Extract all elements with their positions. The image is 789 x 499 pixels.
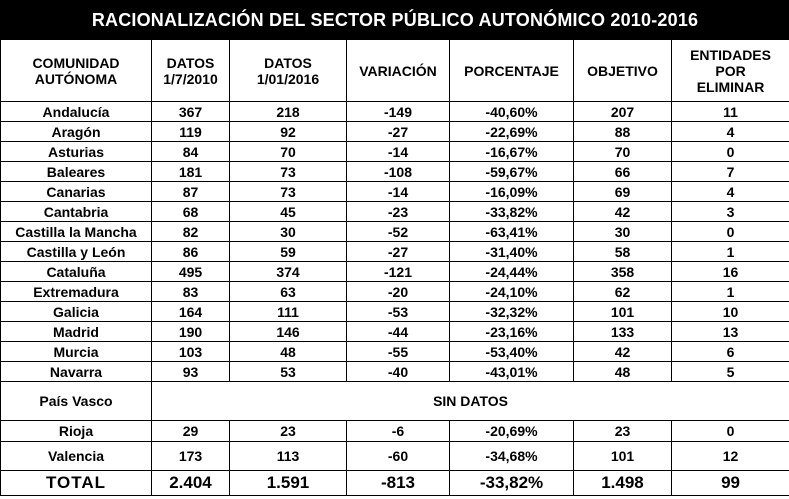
table-row <box>1 122 789 142</box>
cell-variacion: -149 <box>347 102 450 122</box>
table-row <box>1 282 789 302</box>
cell-objetivo: 101 <box>574 302 672 322</box>
cell-objetivo: 1.498 <box>574 471 672 496</box>
cell-datos-2016: 30 <box>230 222 347 242</box>
cell-name: Asturias <box>1 142 152 162</box>
header-variacion: VARIACIÓN <box>347 40 450 102</box>
cell-datos-2016: 146 <box>230 322 347 342</box>
cell-datos-2016: 23 <box>230 421 347 442</box>
cell-variacion: -27 <box>347 122 450 142</box>
cell-objetivo: 101 <box>574 442 672 471</box>
cell-datos-2016: 45 <box>230 202 347 222</box>
cell-porcentaje: -16,67% <box>450 142 574 162</box>
cell-datos-2016: 53 <box>230 362 347 382</box>
cell-objetivo: 42 <box>574 342 672 362</box>
cell-datos-2016: 113 <box>230 442 347 471</box>
table-title: RACIONALIZACIÓN DEL SECTOR PÚBLICO AUTONÓMICO 2010-2016 <box>1 1 789 40</box>
cell-objetivo: 133 <box>574 322 672 342</box>
cell-variacion: -14 <box>347 142 450 162</box>
cell-entidades: 1 <box>672 242 789 262</box>
cell-datos-2016: 73 <box>230 162 347 182</box>
cell-datos-2010: 181 <box>152 162 230 182</box>
cell-variacion: -14 <box>347 182 450 202</box>
cell-name: Galicia <box>1 302 152 322</box>
cell-variacion: -44 <box>347 322 450 342</box>
cell-datos-2010: 190 <box>152 322 230 342</box>
table-row <box>1 342 789 362</box>
cell-name: Baleares <box>1 162 152 182</box>
cell-name: Cantabria <box>1 202 152 222</box>
cell-variacion: -23 <box>347 202 450 222</box>
cell-entidades: 3 <box>672 202 789 222</box>
cell-entidades: 0 <box>672 421 789 442</box>
cell-datos-2016: 48 <box>230 342 347 362</box>
table-row-total <box>1 471 789 496</box>
cell-no-data: SIN DATOS <box>152 382 789 421</box>
cell-objetivo: 66 <box>574 162 672 182</box>
cell-porcentaje: -59,67% <box>450 162 574 182</box>
cell-objetivo: 69 <box>574 182 672 202</box>
cell-datos-2016: 374 <box>230 262 347 282</box>
cell-name: Canarias <box>1 182 152 202</box>
header-datos-2010: DATOS 1/7/2010 <box>152 40 230 102</box>
cell-variacion: -108 <box>347 162 450 182</box>
cell-name: Castilla la Mancha <box>1 222 152 242</box>
table-row <box>1 162 789 182</box>
cell-porcentaje: -16,09% <box>450 182 574 202</box>
cell-porcentaje: -20,69% <box>450 421 574 442</box>
cell-variacion: -53 <box>347 302 450 322</box>
cell-objetivo: 88 <box>574 122 672 142</box>
cell-objetivo: 58 <box>574 242 672 262</box>
table-row-pais-vasco <box>1 382 789 421</box>
cell-name: Madrid <box>1 322 152 342</box>
header-objetivo: OBJETIVO <box>574 40 672 102</box>
cell-variacion: -55 <box>347 342 450 362</box>
cell-porcentaje: -24,10% <box>450 282 574 302</box>
cell-objetivo: 42 <box>574 202 672 222</box>
cell-variacion: -60 <box>347 442 450 471</box>
table-row <box>1 142 789 162</box>
cell-datos-2016: 63 <box>230 282 347 302</box>
cell-name: Murcia <box>1 342 152 362</box>
cell-name: Aragón <box>1 122 152 142</box>
cell-datos-2016: 111 <box>230 302 347 322</box>
table-row <box>1 262 789 282</box>
cell-datos-2010: 68 <box>152 202 230 222</box>
cell-porcentaje: -34,68% <box>450 442 574 471</box>
cell-entidades: 11 <box>672 102 789 122</box>
cell-datos-2016: 92 <box>230 122 347 142</box>
header-datos-2016: DATOS 1/01/2016 <box>230 40 347 102</box>
cell-name: Cataluña <box>1 262 152 282</box>
cell-porcentaje: -33,82% <box>450 471 574 496</box>
header-entidades: ENTIDADES POR ELIMINAR <box>672 40 789 102</box>
cell-datos-2010: 84 <box>152 142 230 162</box>
cell-entidades: 12 <box>672 442 789 471</box>
cell-objetivo: 62 <box>574 282 672 302</box>
cell-datos-2010: 495 <box>152 262 230 282</box>
cell-entidades: 7 <box>672 162 789 182</box>
cell-name: TOTAL <box>1 471 152 496</box>
table-row <box>1 102 789 122</box>
cell-datos-2010: 87 <box>152 182 230 202</box>
cell-entidades: 4 <box>672 122 789 142</box>
cell-datos-2010: 164 <box>152 302 230 322</box>
table-row <box>1 202 789 222</box>
cell-datos-2010: 173 <box>152 442 230 471</box>
cell-entidades: 0 <box>672 222 789 242</box>
cell-name: Extremadura <box>1 282 152 302</box>
cell-name: Rioja <box>1 421 152 442</box>
cell-porcentaje: -53,40% <box>450 342 574 362</box>
cell-entidades: 99 <box>672 471 789 496</box>
header-row <box>1 40 789 102</box>
cell-porcentaje: -33,82% <box>450 202 574 222</box>
cell-variacion: -121 <box>347 262 450 282</box>
cell-datos-2010: 93 <box>152 362 230 382</box>
cell-variacion: -27 <box>347 242 450 262</box>
table-row <box>1 222 789 242</box>
cell-datos-2016: 59 <box>230 242 347 262</box>
cell-objetivo: 70 <box>574 142 672 162</box>
cell-datos-2016: 73 <box>230 182 347 202</box>
cell-entidades: 4 <box>672 182 789 202</box>
cell-variacion: -40 <box>347 362 450 382</box>
cell-datos-2010: 119 <box>152 122 230 142</box>
cell-name: Valencia <box>1 442 152 471</box>
cell-name: Andalucía <box>1 102 152 122</box>
cell-datos-2010: 103 <box>152 342 230 362</box>
cell-porcentaje: -32,32% <box>450 302 574 322</box>
cell-porcentaje: -24,44% <box>450 262 574 282</box>
table-row <box>1 322 789 342</box>
cell-name: Castilla y León <box>1 242 152 262</box>
cell-datos-2010: 86 <box>152 242 230 262</box>
cell-objetivo: 48 <box>574 362 672 382</box>
cell-entidades: 13 <box>672 322 789 342</box>
cell-porcentaje: -31,40% <box>450 242 574 262</box>
cell-objetivo: 207 <box>574 102 672 122</box>
cell-porcentaje: -22,69% <box>450 122 574 142</box>
cell-variacion: -52 <box>347 222 450 242</box>
cell-objetivo: 23 <box>574 421 672 442</box>
cell-entidades: 16 <box>672 262 789 282</box>
table-row-valencia <box>1 442 789 471</box>
cell-entidades: 10 <box>672 302 789 322</box>
table-row <box>1 362 789 382</box>
cell-entidades: 5 <box>672 362 789 382</box>
cell-entidades: 0 <box>672 142 789 162</box>
cell-datos-2016: 1.591 <box>230 471 347 496</box>
cell-variacion: -6 <box>347 421 450 442</box>
cell-name: Navarra <box>1 362 152 382</box>
cell-variacion: -813 <box>347 471 450 496</box>
cell-porcentaje: -40,60% <box>450 102 574 122</box>
cell-porcentaje: -43,01% <box>450 362 574 382</box>
cell-entidades: 1 <box>672 282 789 302</box>
table-row-rioja <box>1 421 789 442</box>
cell-entidades: 6 <box>672 342 789 362</box>
cell-datos-2010: 367 <box>152 102 230 122</box>
header-porcentaje: PORCENTAJE <box>450 40 574 102</box>
table-row <box>1 242 789 262</box>
cell-datos-2010: 83 <box>152 282 230 302</box>
cell-datos-2010: 29 <box>152 421 230 442</box>
cell-porcentaje: -23,16% <box>450 322 574 342</box>
cell-objetivo: 30 <box>574 222 672 242</box>
cell-datos-2016: 70 <box>230 142 347 162</box>
cell-datos-2016: 218 <box>230 102 347 122</box>
table-row <box>1 182 789 202</box>
cell-objetivo: 358 <box>574 262 672 282</box>
cell-variacion: -20 <box>347 282 450 302</box>
header-comunidad: COMUNIDAD AUTÓNOMA <box>1 40 152 102</box>
cell-name: País Vasco <box>1 382 152 421</box>
cell-datos-2010: 82 <box>152 222 230 242</box>
cell-datos-2010: 2.404 <box>152 471 230 496</box>
table-body <box>1 102 789 382</box>
cell-porcentaje: -63,41% <box>450 222 574 242</box>
table-row <box>1 302 789 322</box>
